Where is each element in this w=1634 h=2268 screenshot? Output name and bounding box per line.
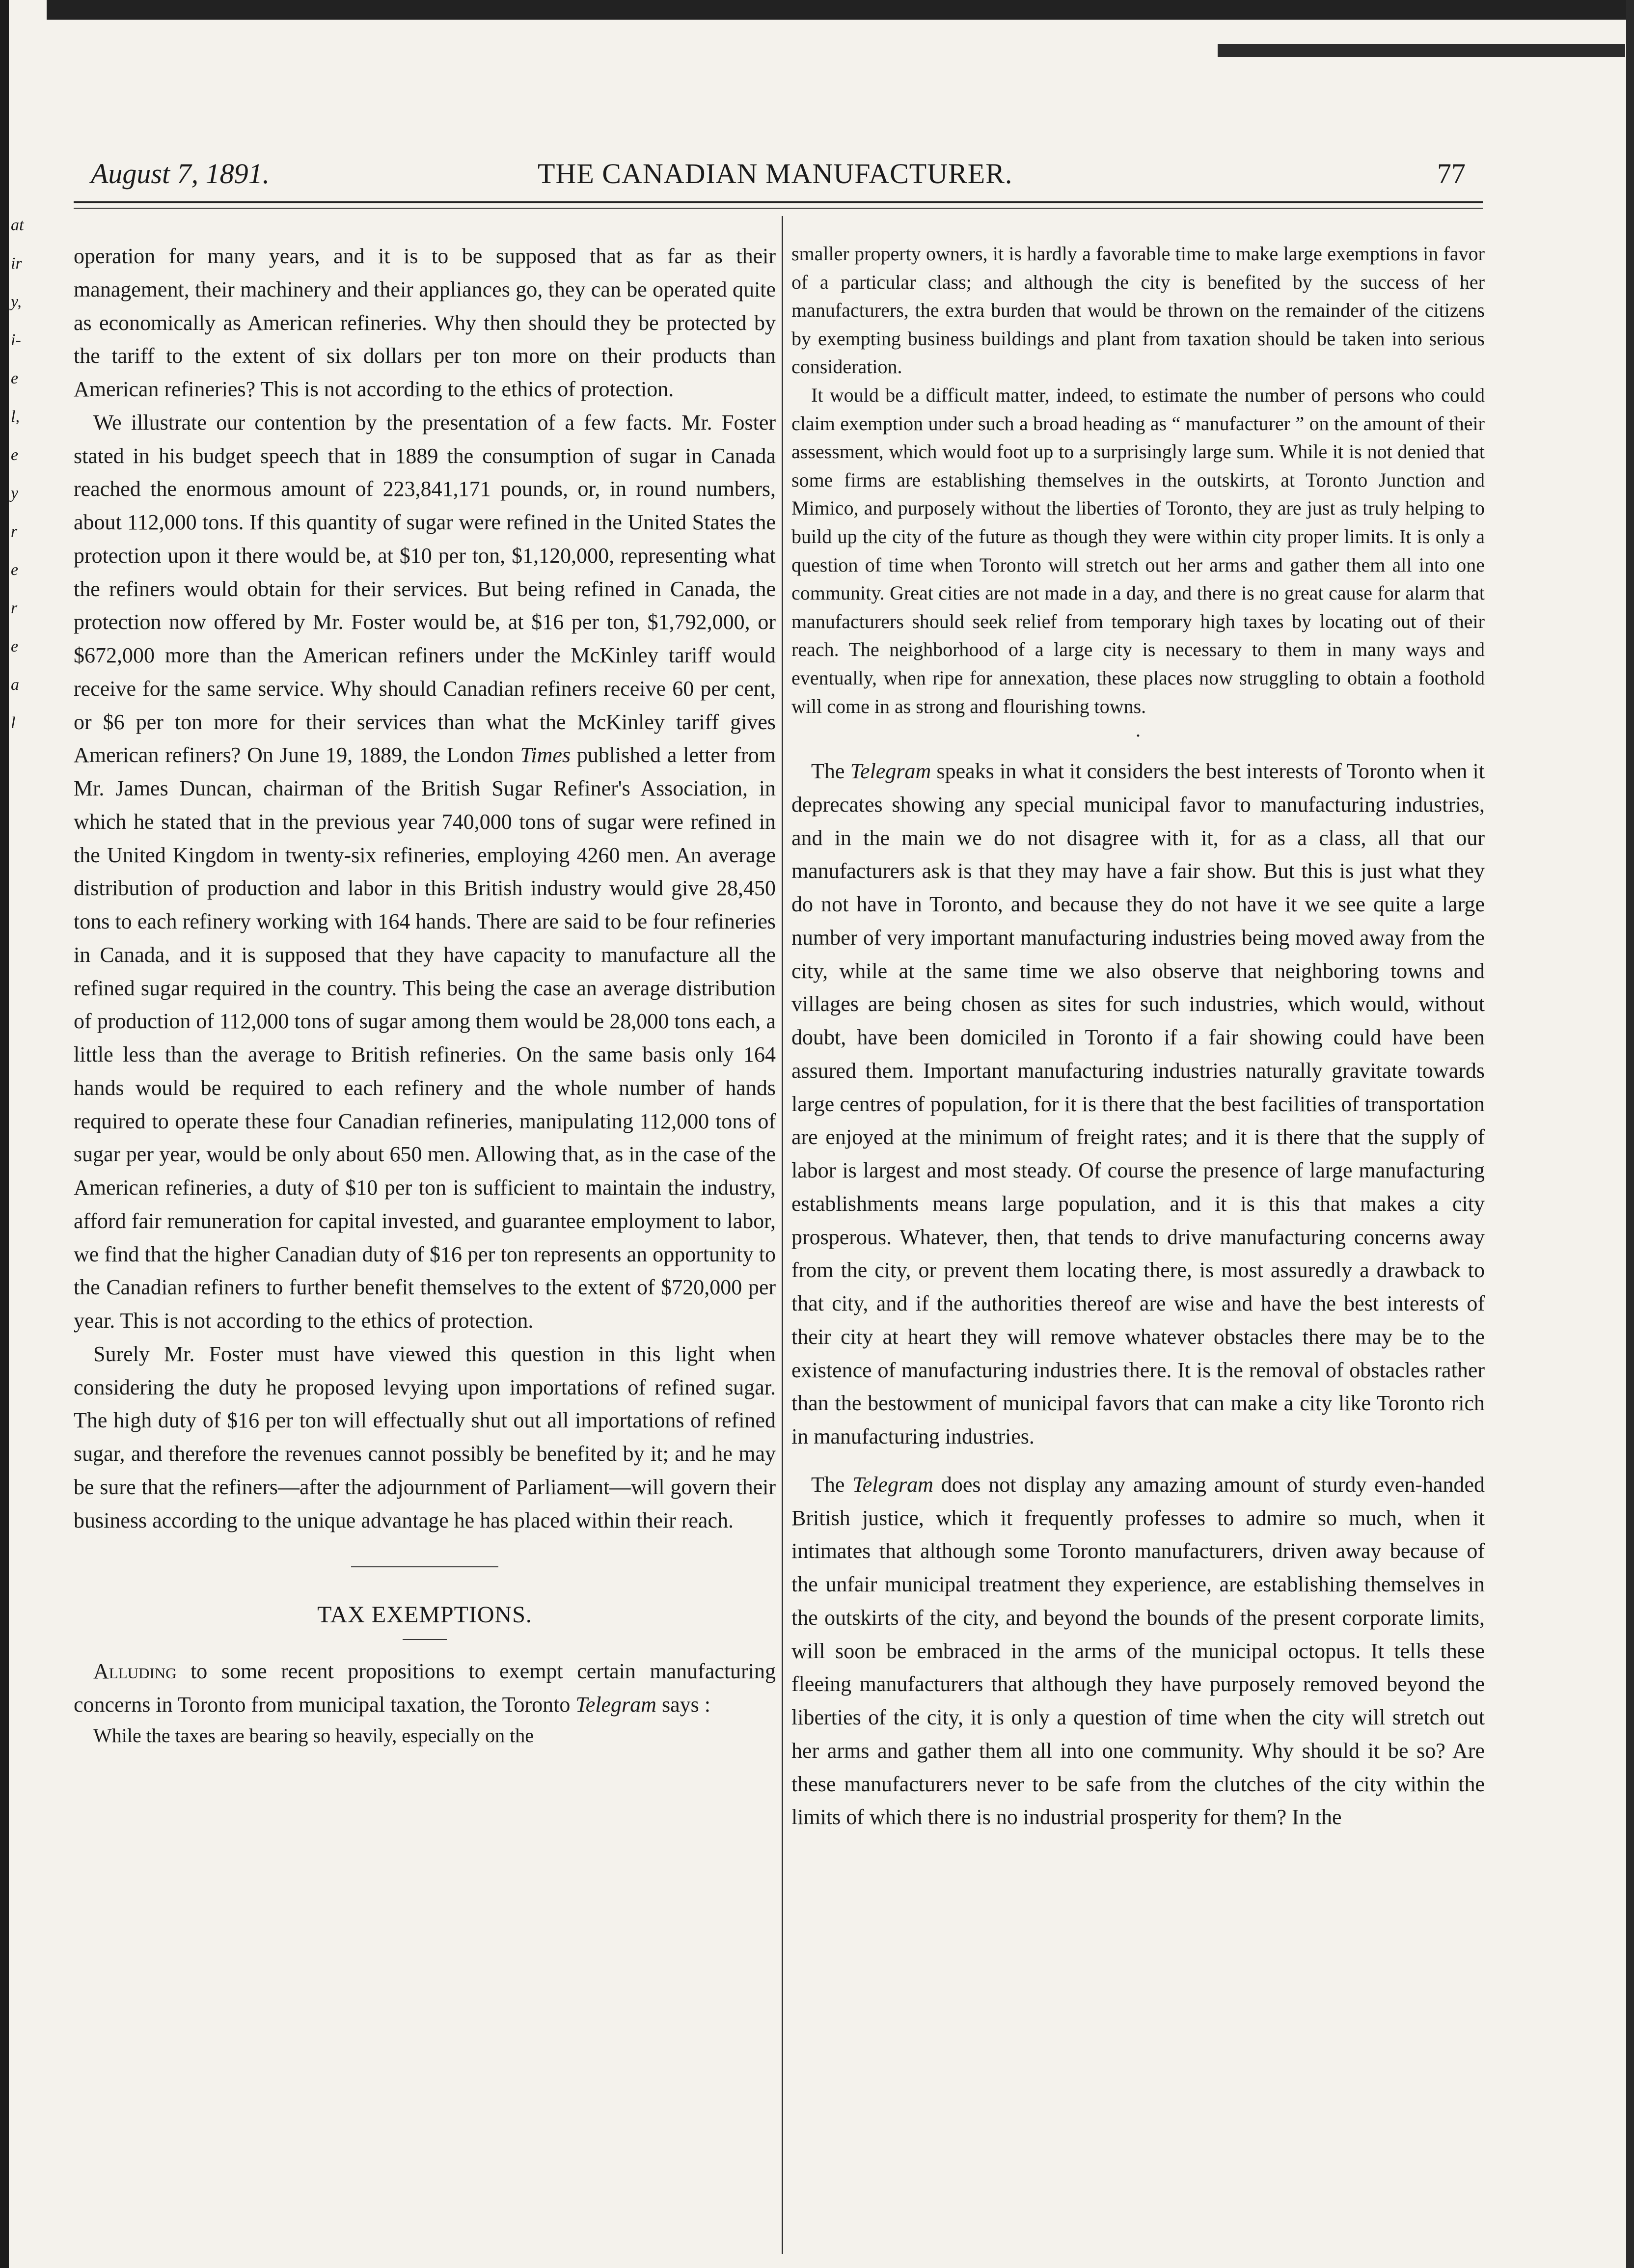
paragraph: We illustrate our contention by the presentation of a few facts. Mr. Foster stated in his budget speech that in 1889 the consumption of sugar in Canada reached the enormous amount of 223,841,171 pounds, or, in round numbers, about 112,000 tons. If this quantity of sugar were refined in the United States the protection upon it there would be, at $10 per ton, $1,120,000, representing what the refiners would obtain for their services. But being refined in Canada, the protection now offered by Mr. Foster would be, at $16 per ton, $1,792,000, or $672,000 more than the American refiners under the McKinley tariff would receive for the same service. Why should Canadian refiners receive 60 per cent, or $6 per ton more for their services than what the McKinley tariff gives American refiners? On June 19, 1889, the London Times published a letter from Mr. James Duncan, chairman of the British Sugar Refiner's Association, in which he stated that in the previous year 740,000 tons of sugar were refined in the United Kingdom in twenty-six refineries, employing 4260 men. An average distribution of production and labor in this British industry would give 28,450 tons to each refinery working with 164 hands. There are said to be four refineries in Canada, and it is supposed that they have capacity to manufacture all the refined sugar required in the country. This being the case an average distribution of production of 112,000 tons of sugar among them would be 28,000 tons each, a little less than the average to British refineries. On the same basis only 164 hands would be required to each refinery and the whole number of hands required to operate these four Canadian refineries, manipulating 112,000 tons of sugar per year, would be only about 650 men. Allowing that, as in the case of the American refineries, a duty of $10 per ton is sufficient to maintain the industry, afford fair remuneration for capital invested, and guarantee employment to labor, we find that the higher Canadian duty of $16 per ton represents an opportunity to the Canadian refiners to further benefit themselves to the extent of $720,000 per year. This is not according to the ethics of protection. bbox=[74, 410, 776, 1333]
heading-rule bbox=[403, 1639, 447, 1640]
header-rule-thin bbox=[74, 208, 1483, 209]
facing-page-fragments bbox=[11, 216, 40, 752]
publication-title: THE CANADIAN MANUFACTURER. bbox=[538, 158, 1013, 190]
page-header bbox=[91, 152, 1466, 196]
right-column bbox=[791, 240, 1485, 1834]
intro-text: to some recent propositions to exempt certain manufacturing concerns in Toronto from municipal taxation, the Toronto Telegram says : bbox=[74, 1659, 776, 1717]
separator-dot: . bbox=[1136, 719, 1141, 741]
fragment: e bbox=[11, 561, 19, 579]
section-separator bbox=[351, 1566, 498, 1567]
issue-date: August 7, 1891. bbox=[91, 158, 270, 190]
drop-lead: Alluding bbox=[93, 1659, 177, 1684]
spacer bbox=[791, 1453, 1485, 1468]
fragment: ir bbox=[11, 254, 22, 273]
paragraph: operation for many years, and it is to be supposed that as far as their management, their machinery and their appliances go, they can be operated quite as economically as American refineries. Why then should they be protected by the tariff to the extent of six dollars per ton more on their products than American refineries? This is not according to the ethics of protection. bbox=[74, 244, 776, 401]
scan-edge-top-right bbox=[1218, 44, 1625, 57]
quote-paragraph: smaller property owners, it is hardly a favorable time to make large exemptions in favor of a particular class; and although the city is benefited by the success of her manufacturers, the extra burden that would be thrown on the remainder of the citizens by exempting business buildings and plant from taxation should be taken into serious consideration. bbox=[791, 243, 1485, 378]
paragraph: The Telegram speaks in what it considers the best interests of Toronto when it deprecates showing any special municipal favor to manufacturing industries, and in the main we do not disagree with it, for as a class, all that our manufacturers ask is that they may have a fair show. But this is just what they do not have in Toronto, and because they do not have it we see quite a large number of very important manufacturing industries being moved away from the city, while at the same time we also observe that neighboring towns and villages are being chosen as sites for such industries, which would, without doubt, have been domiciled in Toronto if a fair showing could have been assured them. Important manufacturing industries naturally gravitate towards large centres of population, for it is there that the best facilities of transportation are enjoyed at the minimum of freight rates; and it is there that the supply of labor is largest and most steady. Of course the presence of large manufacturing establishments means large population, and it is this that makes a city prosperous. Whatever, then, that tends to drive manufacturing concerns away from the city, or prevent them locating there, is most assuredly a drawback to that city, and if the authorities thereof are wise and have the best interests of their city at heart they will remove whatever obstacles there may be to the existence of manufacturing industries there. It is the removal of obstacles rather than the bestowment of municipal favors that can make a city like Toronto rich in manufacturing industries. bbox=[791, 759, 1485, 1449]
quote-paragraph: While the taxes are bearing so heavily, especially on the bbox=[93, 1724, 534, 1747]
fragment: l, bbox=[11, 408, 20, 426]
spacer bbox=[791, 740, 1485, 755]
fragment: e bbox=[11, 637, 19, 656]
page-number: 77 bbox=[1437, 158, 1466, 190]
fragment: a bbox=[11, 676, 19, 694]
telegram-quote-continued bbox=[791, 240, 1485, 720]
fragment: e bbox=[11, 369, 19, 387]
left-column bbox=[74, 240, 776, 1749]
scan-edge-left bbox=[0, 0, 9, 2268]
header-rule bbox=[74, 201, 1483, 203]
scan-edge-top bbox=[47, 0, 1626, 20]
fragment: y bbox=[11, 484, 19, 502]
fragment: r bbox=[11, 599, 18, 617]
fragment: at bbox=[11, 216, 24, 234]
telegram-quote bbox=[74, 1721, 776, 1750]
quote-paragraph: It would be a difficult matter, indeed, to estimate the number of persons who could claim exemption under such a broad heading as “ manufacturer ” on the amount of their assessment, which would foot up to a surprisingly large sum. While it is not denied that some firms are establishing themselves in the outskirts, at Toronto Junction and Mimico, and purposely without the liberties of Toronto, they are just as truly helping to build up the city of the future as though they were within city proper limits. It is only a question of time when Toronto will stretch out her arms and gather them all into one community. Great cities are not made in a day, and there is no great cause for alarm that manufacturers should seek relief from temporary high taxes by locating out of their reach. The neighborhood of a large city is necessary to them in many ways and eventually, when ripe for annexation, these places now struggling to obtain a foothold will come in as strong and flourishing towns. bbox=[791, 383, 1485, 717]
fragment: e bbox=[11, 446, 19, 464]
fragment: i- bbox=[11, 331, 21, 349]
column-divider bbox=[782, 216, 783, 2254]
paragraph: Surely Mr. Foster must have viewed this question in this light when considering the duty he proposed levying upon importations of refined sugar. The high duty of $16 per ton will effectually shut out all importations of refined sugar, and therefore the revenues cannot possibly be benefited by it; and he may be sure that the refiners—after the adjournment of Parliament—will govern their business according to the unique advantage he has placed within their reach. bbox=[74, 1341, 776, 1532]
fragment: l bbox=[11, 714, 16, 732]
scan-edge-right bbox=[1626, 0, 1634, 2268]
paragraph: The Telegram does not display any amazing amount of sturdy even-handed British justice, which it frequently professes to admire so much, when it intimates that although some Toronto manufacturers, driven away because of the unfair municipal treatment they experience, are establishing themselves in the outskirts of the city, and beyond the bounds of the present corporate limits, will soon be embraced in the arms of the municipal octopus. It tells these fleeing manufacturers that although they have purposely removed beyond the liberties of the city, it is only a question of time when the city will stretch out her arms and gather them all into one community. Why should it be so? Are these manufacturers never to be safe from the clutches of the city within the limits of which there is no industrial prosperity for them? In the bbox=[791, 1472, 1485, 1830]
section-heading: TAX EXEMPTIONS. bbox=[317, 1602, 532, 1628]
fragment: r bbox=[11, 522, 18, 541]
fragment: y, bbox=[11, 293, 22, 311]
intro-paragraph bbox=[74, 1655, 776, 1721]
